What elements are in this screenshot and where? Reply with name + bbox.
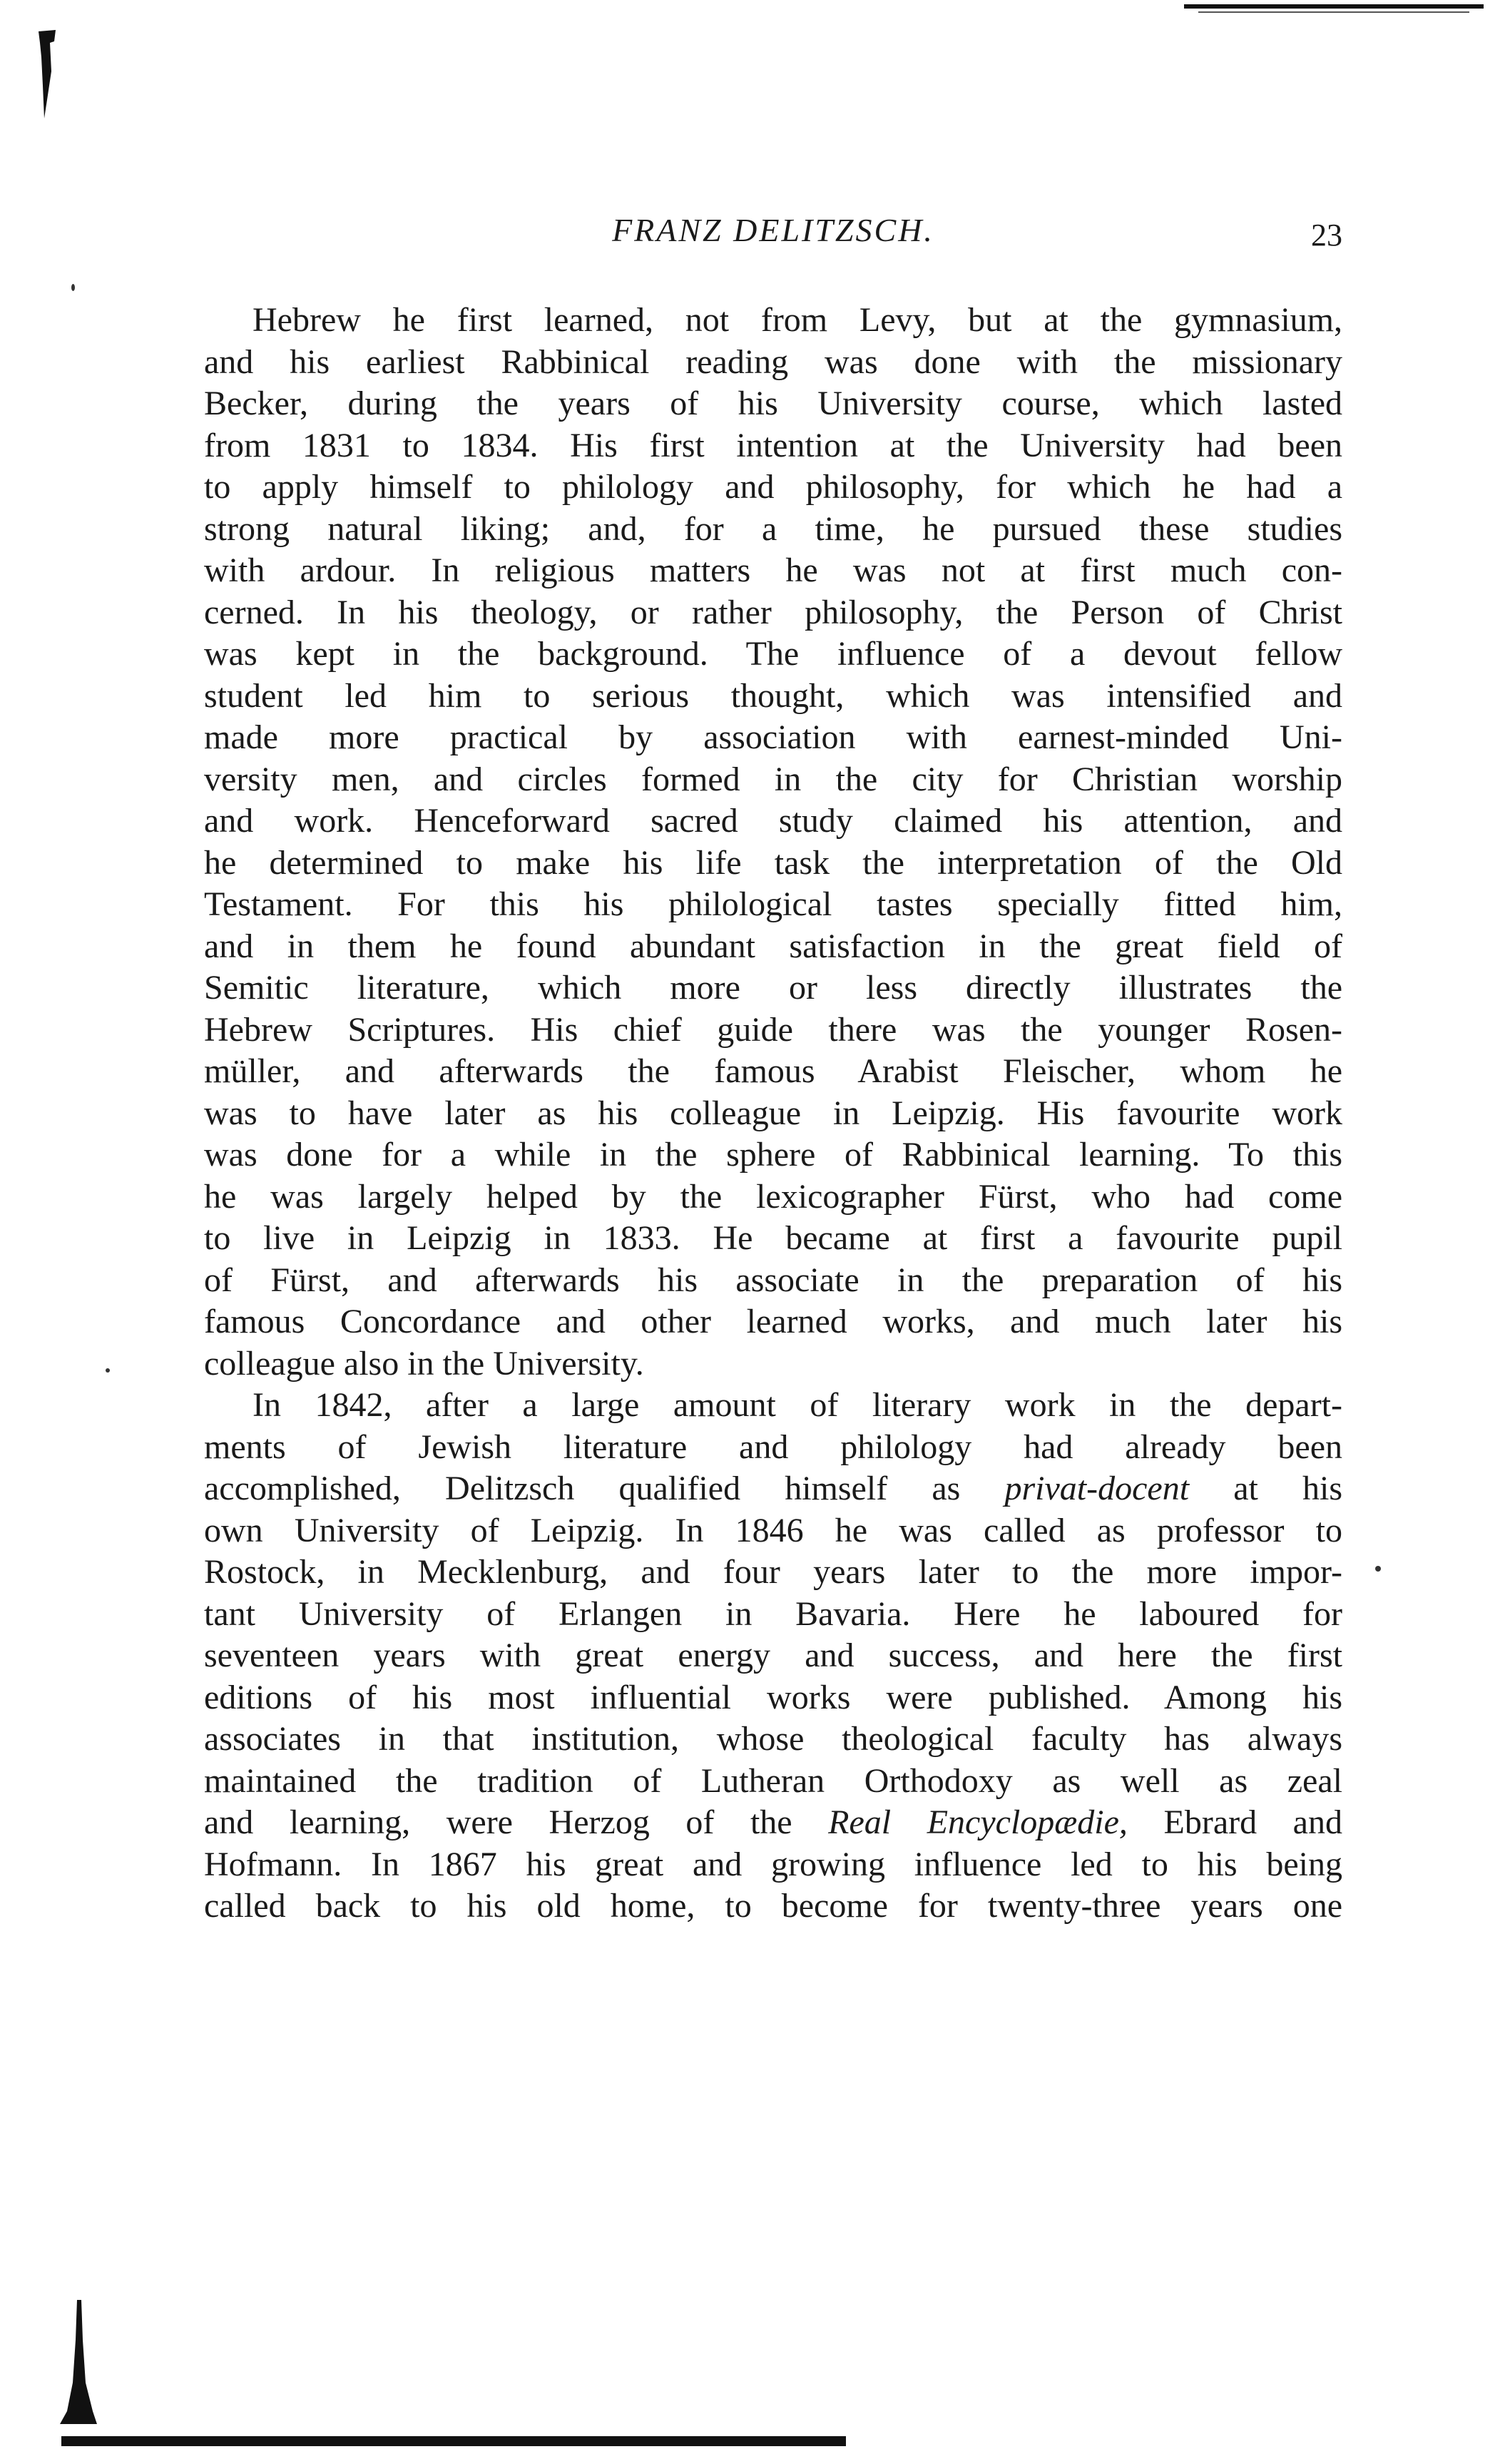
text-line: Testament. For this his philological tastes specially fitted him, [204, 885, 1342, 923]
text-line: and his earliest Rabbinical reading was done with the missionary [204, 342, 1342, 381]
text-line: In 1842, after a large amount of literary work in the depart- [252, 1386, 1342, 1424]
text-line: strong natural liking; and, for a time, he pursued these studies [204, 509, 1342, 548]
text-segment: at his [1233, 1470, 1342, 1507]
margin-speck [71, 284, 75, 291]
top-edge-rule-thin [1198, 11, 1469, 13]
page-number: 23 [1311, 218, 1342, 253]
text-line: maintained the tradition of Lutheran Orthodoxy as well as zeal [204, 1761, 1342, 1800]
text-line: Becker, during the years of his University course, which lasted [204, 385, 1342, 422]
margin-speck [106, 1368, 110, 1373]
text-line: Hebrew he first learned, not from Levy, but at the gymnasium, [252, 301, 1342, 339]
text-line: tant University of Erlangen in Bavaria. Here he laboured for [204, 1594, 1342, 1633]
text-line: to apply himself to philology and philosophy, for which he had a [204, 468, 1342, 506]
text-line: was kept in the background. The influence of a devout fellow [204, 635, 1342, 673]
text-line: with ardour. In religious matters he was not at first much con- [204, 551, 1342, 589]
text-line: and work. Henceforward sacred study claimed his attention, and [204, 802, 1342, 840]
margin-speck [1375, 1566, 1381, 1572]
text-line: made more practical by association with earnest-minded Uni- [204, 718, 1342, 756]
text-line: ments of Jewish literature and philology had already been [204, 1427, 1342, 1466]
text-segment: accomplished, Delitzsch qualified himself as [204, 1470, 961, 1507]
text-line-with-italic [204, 1468, 1342, 1510]
text-line: was done for a while in the sphere of Rabbinical learning. To this [204, 1136, 1342, 1174]
text-line: Rostock, in Mecklenburg, and four years later to the more impor- [204, 1553, 1342, 1591]
text-segment: Ebrard and [1163, 1803, 1342, 1841]
text-line: and in them he found abundant satisfaction in the great field of [204, 927, 1342, 965]
text-line: of Fürst, and afterwards his associate in the preparation of his [204, 1261, 1342, 1299]
text-line: famous Concordance and other learned works, and much later his [204, 1303, 1342, 1340]
text-line: called back to his old home, to become for twenty-three years one [204, 1887, 1342, 1925]
text-line: seventeen years with great energy and success, and here the first [204, 1636, 1342, 1674]
text-line: versity men, and circles formed in the city for Christian worship [204, 760, 1342, 798]
text-line: student led him to serious thought, which was intensified and [204, 676, 1342, 715]
text-line: Hebrew Scriptures. His chief guide there was the younger Rosen- [204, 1010, 1342, 1049]
text-line: to live in Leipzig in 1833. He became at first a favourite pupil [204, 1219, 1342, 1257]
text-segment: and learning, were Herzog of the [204, 1803, 792, 1841]
binding-mark-top [37, 29, 58, 121]
text-line: he determined to make his life task the interpretation of the Old [204, 843, 1342, 882]
text-line: editions of his most influential works were published. Among his [204, 1678, 1342, 1716]
text-line: colleague also in the University. [204, 1344, 644, 1383]
text-line: he was largely helped by the lexicographer Fürst, who had come [204, 1177, 1342, 1216]
text-line: was to have later as his colleague in Leipzig. His favourite work [204, 1094, 1342, 1132]
page-header [204, 211, 1342, 261]
text-line: Hofmann. In 1867 his great and growing influence led to his being [204, 1845, 1342, 1883]
binding-mark-bottom [57, 2297, 100, 2425]
text-line: cerned. In his theology, or rather philosophy, the Person of Christ [204, 593, 1342, 631]
running-title: FRANZ DELITZSCH. [612, 212, 934, 248]
italic-term-real-encyclopadie: Real Encyclopædie, [828, 1803, 1128, 1841]
text-line: from 1831 to 1834. His first intention at the University had been [204, 426, 1342, 464]
top-edge-rule [1184, 4, 1484, 9]
text-line: own University of Leipzig. In 1846 he was called as professor to [204, 1511, 1342, 1549]
text-line: müller, and afterwards the famous Arabist Fleischer, whom he [204, 1052, 1342, 1090]
text-line: Semitic literature, which more or less directly illustrates the [204, 969, 1342, 1007]
bottom-edge-rule [61, 2436, 846, 2446]
italic-term-privat-docent: privat-docent [1004, 1470, 1190, 1507]
text-line: associates in that institution, whose theological faculty has always [204, 1720, 1342, 1758]
body-text [204, 300, 1342, 1928]
text-line-with-italic [204, 1802, 1342, 1844]
